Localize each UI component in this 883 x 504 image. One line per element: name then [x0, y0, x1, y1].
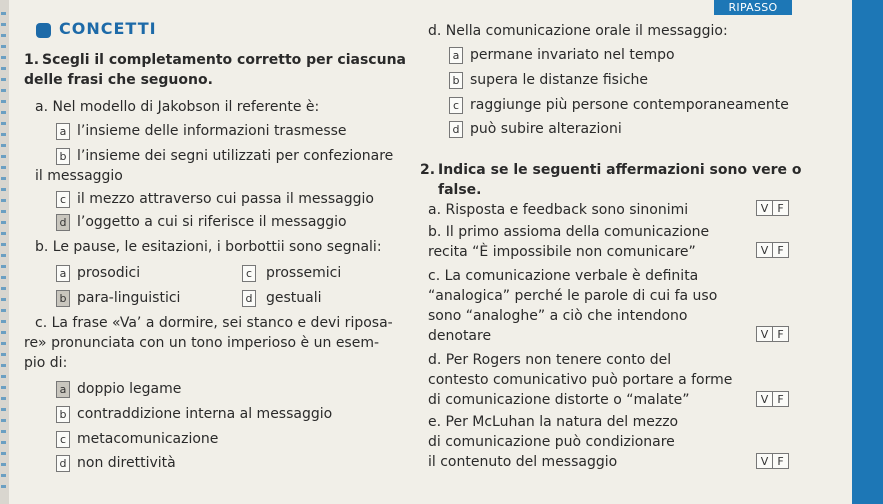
q1-instruction-line2: delle frasi che seguono. — [24, 72, 213, 88]
q1-instruction-line1: Scegli il completamento corretto per ciascuna — [42, 52, 406, 68]
q2c-true-box[interactable]: V — [756, 326, 773, 342]
q1a-option-d-text: l’oggetto a cui si riferisce il messaggio — [77, 214, 347, 230]
q1d-option-b-text: supera le distanze fisiche — [470, 72, 649, 88]
page-edge-tab — [852, 0, 883, 504]
q1b-option-b-text: para-linguistici — [77, 290, 181, 306]
q1a-option-b-text-cont: il messaggio — [35, 168, 123, 184]
q1c-option-d-checkbox[interactable]: d — [56, 455, 70, 472]
q2-instruction-line1: Indica se le seguenti affermazioni sono vere o — [438, 162, 802, 178]
q1a-option-c-checkbox[interactable]: c — [56, 191, 70, 208]
q2d-statement-line3: di comunicazione distorte o “malate” — [428, 392, 690, 408]
q1c-option-c-text: metacomunicazione — [77, 431, 219, 447]
q1a-option-b-checkbox[interactable]: b — [56, 148, 70, 165]
q1d-option-b-checkbox[interactable]: b — [449, 72, 463, 89]
q1b-option-c-checkbox[interactable]: c — [242, 265, 256, 282]
q1d-option-d-checkbox[interactable]: d — [449, 121, 463, 138]
q1d-option-d-text: può subire alterazioni — [470, 121, 622, 137]
q1b-option-b-checkbox[interactable]: b — [56, 290, 70, 307]
q2-instruction-line2: false. — [438, 182, 482, 198]
q1a-stem: a. Nel modello di Jakobson il referente è: — [35, 99, 320, 115]
q2c-statement-line3: sono “analoghe” a ciò che intendono — [428, 308, 688, 324]
q2e-statement-line2: di comunicazione può condizionare — [428, 434, 675, 450]
q2b-false-box[interactable]: F — [773, 242, 789, 258]
q1c-option-b-checkbox[interactable]: b — [56, 406, 70, 423]
q2c-statement-line1: c. La comunicazione verbale è definita — [428, 268, 699, 284]
q1c-option-a-text: doppio legame — [77, 381, 182, 397]
q2e-true-false — [756, 453, 789, 469]
q2c-statement-line2: “analogica” perché le parole di cui fa uso — [428, 288, 718, 304]
q2e-statement-line3: il contenuto del messaggio — [428, 454, 618, 470]
q1c-stem-line2: re» pronunciata con un tono imperioso è un esem- — [24, 335, 380, 351]
q2e-statement-line1: e. Per McLuhan la natura del mezzo — [428, 414, 679, 430]
section-title: CONCETTI — [59, 19, 157, 38]
q1b-option-d-text: gestuali — [266, 290, 322, 306]
q2e-false-box[interactable]: F — [773, 453, 789, 469]
q1a-option-c-text: il mezzo attraverso cui passa il messaggio — [77, 191, 374, 207]
ripasso-tab: RIPASSO — [714, 0, 792, 15]
q1b-option-c-text: prossemici — [266, 265, 342, 281]
q2c-true-false — [756, 326, 789, 342]
q1c-option-d-text: non direttività — [77, 455, 176, 471]
section-square-icon — [36, 23, 51, 38]
q2d-true-false — [756, 391, 789, 407]
q2a-true-false — [756, 200, 789, 216]
q1-number: 1. — [24, 52, 40, 68]
q1d-option-a-text: permane invariato nel tempo — [470, 47, 675, 63]
q1a-option-d-checkbox[interactable]: d — [56, 214, 70, 231]
binding-marks — [1, 12, 6, 492]
q1c-option-c-checkbox[interactable]: c — [56, 431, 70, 448]
q2c-false-box[interactable]: F — [773, 326, 789, 342]
q1b-option-a-checkbox[interactable]: a — [56, 265, 70, 282]
q1b-option-a-text: prosodici — [77, 265, 141, 281]
q2a-false-box[interactable]: F — [773, 200, 789, 216]
q2-number: 2. — [420, 162, 436, 178]
q1d-option-c-text: raggiunge più persone contemporaneamente — [470, 97, 789, 113]
q1a-option-b-text: l’insieme dei segni utilizzati per confezionare — [77, 148, 394, 164]
q2d-statement-line2: contesto comunicativo può portare a forme — [428, 372, 733, 388]
q1c-option-b-text: contraddizione interna al messaggio — [77, 406, 333, 422]
q2a-statement: a. Risposta e feedback sono sinonimi — [428, 202, 689, 218]
q2d-true-box[interactable]: V — [756, 391, 773, 407]
q1d-option-a-checkbox[interactable]: a — [449, 47, 463, 64]
q2c-statement-line4: denotare — [428, 328, 492, 344]
q2b-statement-line2: recita “È impossibile non comunicare” — [428, 244, 696, 260]
q1c-option-a-checkbox[interactable]: a — [56, 381, 70, 398]
q1b-stem: b. Le pause, le esitazioni, i borbottii sono segnali: — [35, 239, 382, 255]
q2b-true-false — [756, 242, 789, 258]
q1d-stem: d. Nella comunicazione orale il messaggio: — [428, 23, 728, 39]
q2d-false-box[interactable]: F — [773, 391, 789, 407]
q1b-option-d-checkbox[interactable]: d — [242, 290, 256, 307]
q2d-statement-line1: d. Per Rogers non tenere conto del — [428, 352, 672, 368]
q2e-true-box[interactable]: V — [756, 453, 773, 469]
q1d-option-c-checkbox[interactable]: c — [449, 97, 463, 114]
q2b-statement-line1: b. Il primo assioma della comunicazione — [428, 224, 710, 240]
q1a-option-a-checkbox[interactable]: a — [56, 123, 70, 140]
q2a-true-box[interactable]: V — [756, 200, 773, 216]
q1c-stem-line1: c. La frase «Va’ a dormire, sei stanco e devi riposa- — [35, 315, 393, 331]
q2b-true-box[interactable]: V — [756, 242, 773, 258]
page-binding — [0, 0, 9, 504]
q1a-option-a-text: l’insieme delle informazioni trasmesse — [77, 123, 347, 139]
q1c-stem-line3: pio di: — [24, 355, 68, 371]
